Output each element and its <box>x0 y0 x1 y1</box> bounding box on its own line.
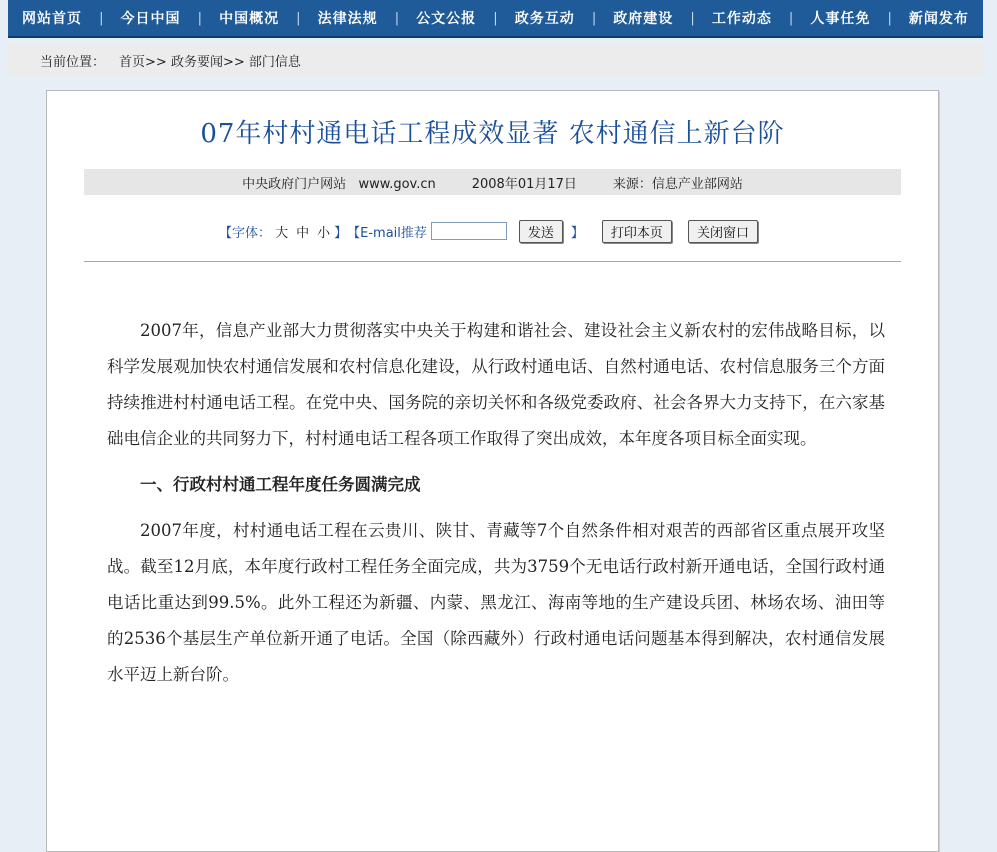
meta-date: 2008年01月17日 <box>471 176 577 192</box>
article-body <box>107 313 885 693</box>
nav-separator: | <box>394 10 400 26</box>
nav-separator: | <box>887 10 892 26</box>
email-recommend-label: 【E-mail推荐 <box>347 225 427 241</box>
nav-item-laws[interactable]: 法律法规 <box>317 11 378 27</box>
email-bracket: 】 <box>570 225 584 241</box>
nav-separator: | <box>296 10 301 26</box>
article-panel <box>46 90 939 852</box>
font-size-medium-link[interactable]: 中 <box>296 225 310 241</box>
font-size-small-link[interactable]: 小 <box>317 225 331 241</box>
breadcrumb-current-link[interactable]: 部门信息 <box>248 54 301 70</box>
email-input[interactable] <box>431 222 507 240</box>
close-window-button[interactable]: 关闭窗口 <box>688 220 758 243</box>
article-toolbar <box>47 217 938 245</box>
meta-source: 来源：信息产业部网站 <box>612 176 743 192</box>
send-button[interactable]: 发送 <box>519 220 563 243</box>
nav-separator: | <box>788 10 794 26</box>
article-section-heading: 一、行政村村通工程年度任务圆满完成 <box>140 475 421 494</box>
breadcrumb-section-link[interactable]: 政务要闻>> <box>170 54 245 70</box>
nav-separator: | <box>493 10 498 26</box>
nav-item-personnel[interactable]: 人事任免 <box>810 11 871 27</box>
print-button[interactable]: 打印本页 <box>602 220 672 243</box>
article-paragraph: 2007年，信息产业部大力贯彻落实中央关于构建和谐社会、建设社会主义新农村的宏伟战略目标，以科学发展观加快农村通信发展和农村信息化建设，从行政村通电话、自然村通电话、农村信息服务三个方面持续推进村村通电话工程。在党中央、国务院的亲切关怀和各级党委政府、社会各界大力支持下，在六家基础电信企业的共同努力下，村村通电话工程各项工作取得了突出成效，本年度各项目标全面实现。 <box>107 321 885 448</box>
breadcrumb-label: 当前位置： <box>40 54 106 70</box>
font-size-label: 【字体： <box>219 225 272 241</box>
nav-separator: | <box>591 10 597 26</box>
breadcrumb <box>8 44 983 76</box>
article-meta <box>84 169 901 195</box>
nav-item-interaction[interactable]: 政务互动 <box>514 11 575 27</box>
nav-item-work-news[interactable]: 工作动态 <box>711 11 772 27</box>
nav-item-china-overview[interactable]: 中国概况 <box>219 11 280 27</box>
nav-item-today-china[interactable]: 今日中国 <box>120 11 181 27</box>
nav-item-bulletins[interactable]: 公文公报 <box>416 11 477 27</box>
divider <box>84 261 901 262</box>
breadcrumb-home-link[interactable]: 首页>> <box>119 54 167 70</box>
top-navigation <box>8 0 983 38</box>
font-size-bracket: 】 <box>334 225 348 241</box>
nav-separator: | <box>197 10 203 26</box>
nav-item-gov-building[interactable]: 政府建设 <box>613 11 674 27</box>
article-title: 07年村村通电话工程成效显著 农村通信上新台阶 <box>200 119 785 149</box>
font-size-large-link[interactable]: 大 <box>275 225 289 241</box>
nav-item-press[interactable]: 新闻发布 <box>908 11 969 27</box>
meta-site: 中央政府门户网站 www.gov.cn <box>242 176 436 192</box>
nav-separator: | <box>99 10 104 26</box>
nav-separator: | <box>690 10 695 26</box>
article-paragraph: 2007年度，村村通电话工程在云贵川、陕甘、青藏等7个自然条件相对艰苦的西部省区重点展开攻坚战。截至12月底，本年度行政村工程任务全面完成，共为3759个无电话行政村新开通电话，全国行政村通电话比重达到99.5%。此外工程还为新疆、内蒙、黑龙江、海南等地的生产建设兵团、林场农场、油田等的2536个基层生产单位新开通了电话。全国（除西藏外）行政村通电话问题基本得到解决，农村通信发展水平迈上新台阶。 <box>107 521 885 684</box>
nav-item-home[interactable]: 网站首页 <box>22 11 82 27</box>
